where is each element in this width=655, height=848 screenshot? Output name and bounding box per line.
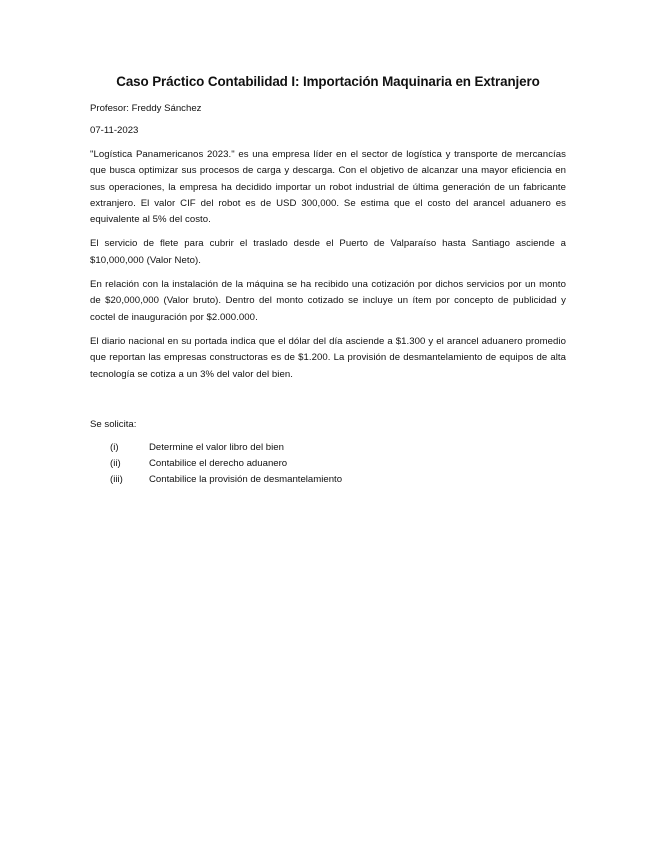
list-item bbox=[90, 440, 566, 456]
list-item bbox=[90, 472, 566, 488]
list-item-number: (ii) bbox=[110, 457, 121, 469]
paragraph-intro: "Logística Panamericanos 2023." es una empresa líder en el sector de logística y transporte de mercancías que busca optimizar sus procesos de carga y descarga. Con el objetivo de alcanzar una mayor eficiencia en sus operaciones, la empresa ha decidido importar un robot industrial de última generación de un fabricante extranjero. El valor CIF del robot es de USD 300,000. Se estima que el costo del arancel aduanero es equivalente al 5% del costo. bbox=[90, 149, 566, 226]
document-page bbox=[90, 74, 566, 488]
list-item-number: (iii) bbox=[110, 473, 123, 485]
list-item-text: Determine el valor libro del bien bbox=[149, 441, 284, 453]
paragraph-freight: El servicio de flete para cubrir el traslado desde el Puerto de Valparaíso hasta Santiago asciende a $10,000,000 (Valor Neto). bbox=[90, 238, 566, 266]
ask-label: Se solicita: bbox=[90, 418, 137, 430]
document-title: Caso Práctico Contabilidad I: Importación Maquinaria en Extranjero bbox=[116, 74, 540, 89]
paragraph-exchange-rate: El diario nacional en su portada indica que el dólar del día asciende a $1.300 y el arancel aduanero promedio que reportan las empresas constructoras es de $1.200. La provisión de desmantelamiento de equipos de alta tecnología se cotiza a un 3% del valor del bien. bbox=[90, 335, 566, 380]
list-item-text: Contabilice el derecho aduanero bbox=[149, 457, 288, 469]
list-item-text: Contabilice la provisión de desmantelamiento bbox=[149, 473, 343, 485]
list-item-number: (i) bbox=[110, 441, 119, 453]
document-date: 07-11-2023 bbox=[90, 125, 139, 136]
requirements-list bbox=[90, 440, 566, 488]
list-item bbox=[90, 456, 566, 472]
paragraph-installation: En relación con la instalación de la máquina se ha recibido una cotización por dichos servicios por un monto de $20,000,000 (Valor bruto). Dentro del monto cotizado se incluye un ítem por concepto de publicidad y coctel de inauguración por $2.000.000. bbox=[90, 279, 566, 323]
professor-line: Profesor: Freddy Sánchez bbox=[90, 103, 202, 114]
